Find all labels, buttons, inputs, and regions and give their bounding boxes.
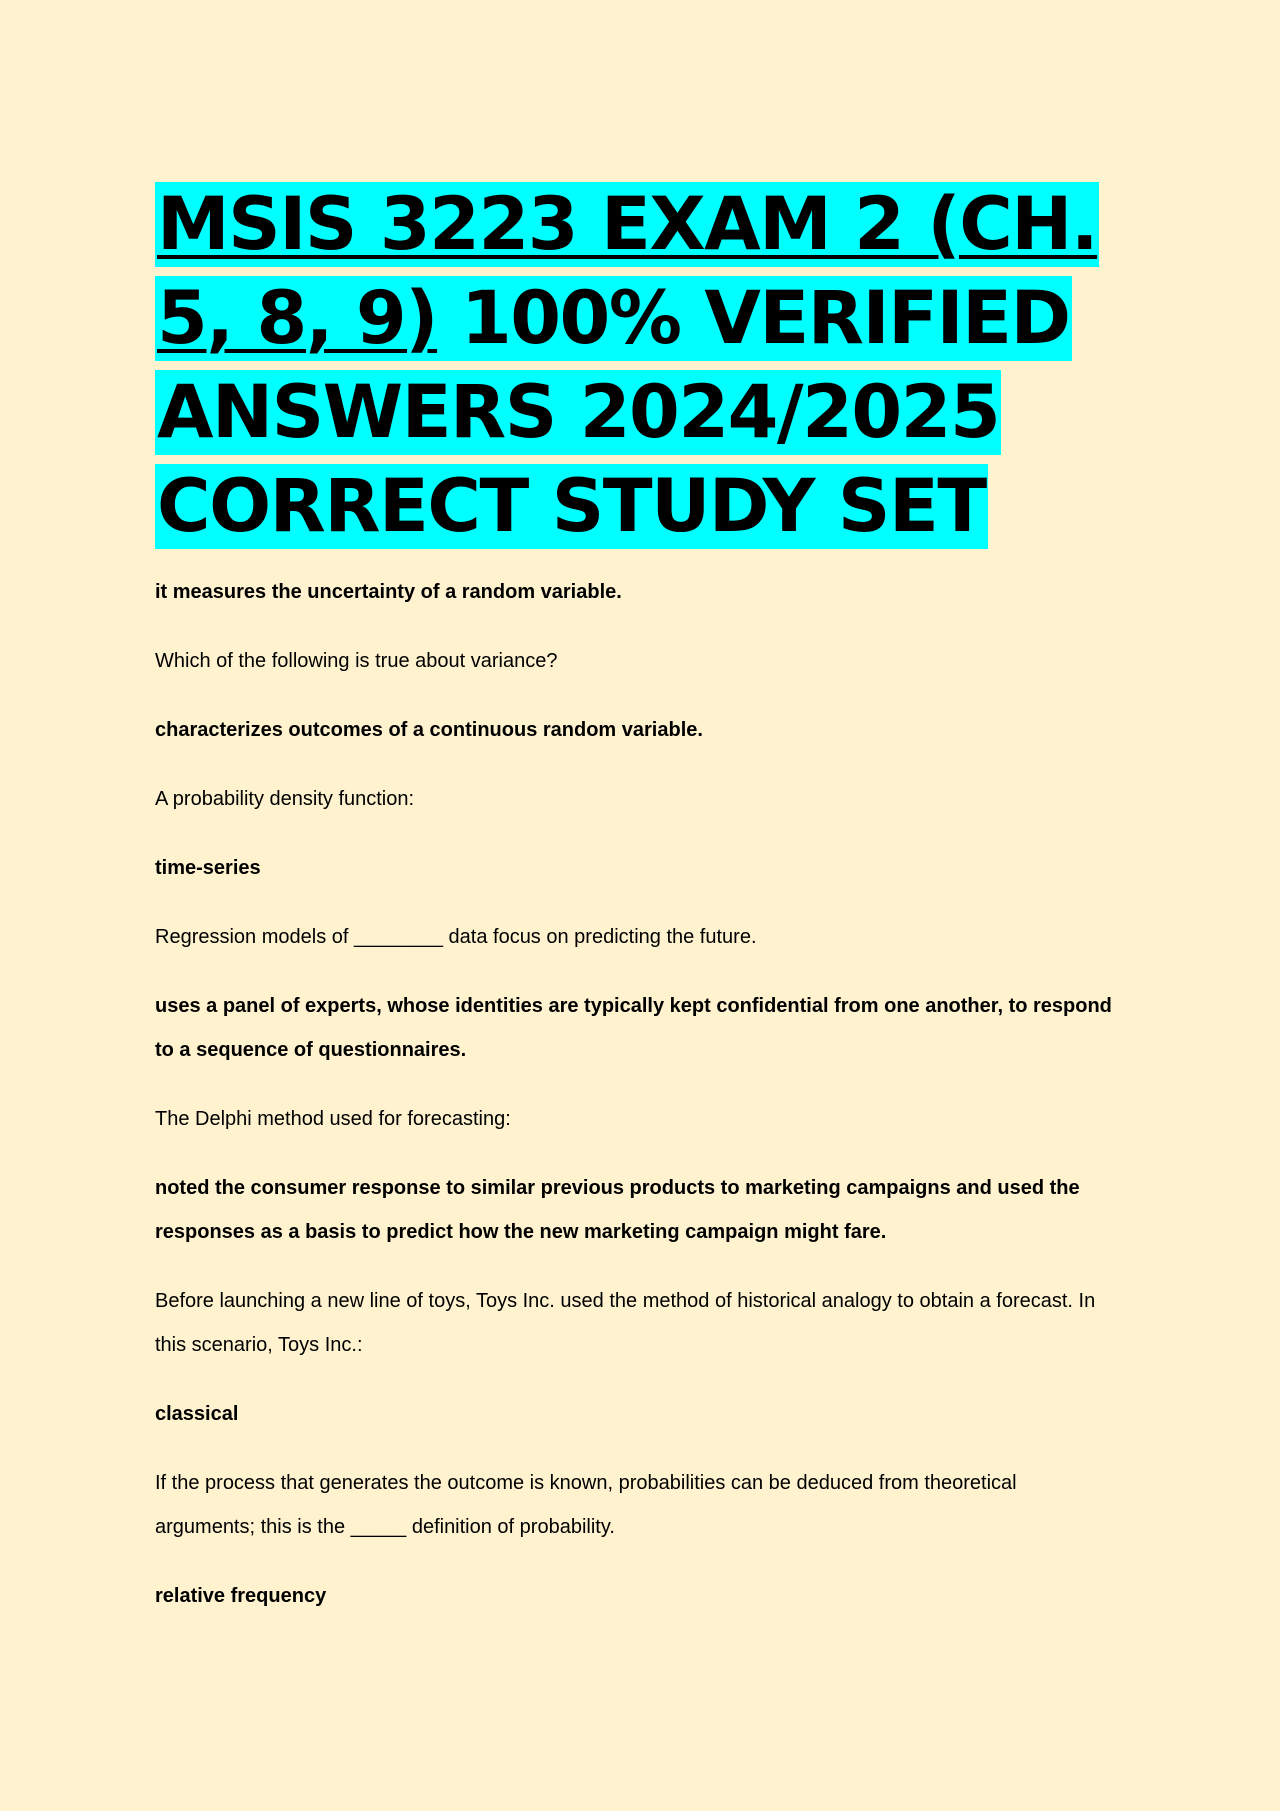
- answer-text: noted the consumer response to similar previous products to marketing campaigns and used the responses as a basis to predict how the new marketing campaign might fare.: [155, 1177, 1080, 1243]
- question-text: Which of the following is true about variance?: [155, 650, 558, 672]
- question-text: Regression models of ________ data focus on predicting the future.: [155, 926, 757, 948]
- question-text: The Delphi method used for forecasting:: [155, 1108, 511, 1130]
- answer-text: it measures the uncertainty of a random variable.: [155, 581, 622, 603]
- question-text: A probability density function:: [155, 788, 415, 810]
- question-text: If the process that generates the outcome is known, probabilities can be deduced from theoretical arguments; this is the _____ definition of probability.: [155, 1472, 1017, 1538]
- answer-text: classical: [155, 1403, 239, 1425]
- answer-text: uses a panel of experts, whose identities are typically kept confidential from one another, to respond to a sequence of questionnaires.: [155, 995, 1112, 1061]
- title-rest: 100% VERIFIED ANSWERS 2024/2025 CORRECT STUDY SET: [157, 276, 1070, 549]
- answer-text: time-series: [155, 857, 261, 879]
- document-content: [155, 178, 1115, 1643]
- answer-text: characterizes outcomes of a continuous random variable.: [155, 719, 703, 741]
- document-title: [155, 178, 1115, 554]
- question-text: Before launching a new line of toys, Toys Inc. used the method of historical analogy to obtain a forecast. In this scenario, Toys Inc.:: [155, 1290, 1096, 1356]
- qa-list: [155, 570, 1115, 1618]
- title-underlined-part: MSIS 3223 EXAM 2 (CH. 5, 8, 9): [157, 182, 1098, 361]
- answer-text: relative frequency: [155, 1585, 327, 1607]
- title-highlight: [155, 182, 1099, 549]
